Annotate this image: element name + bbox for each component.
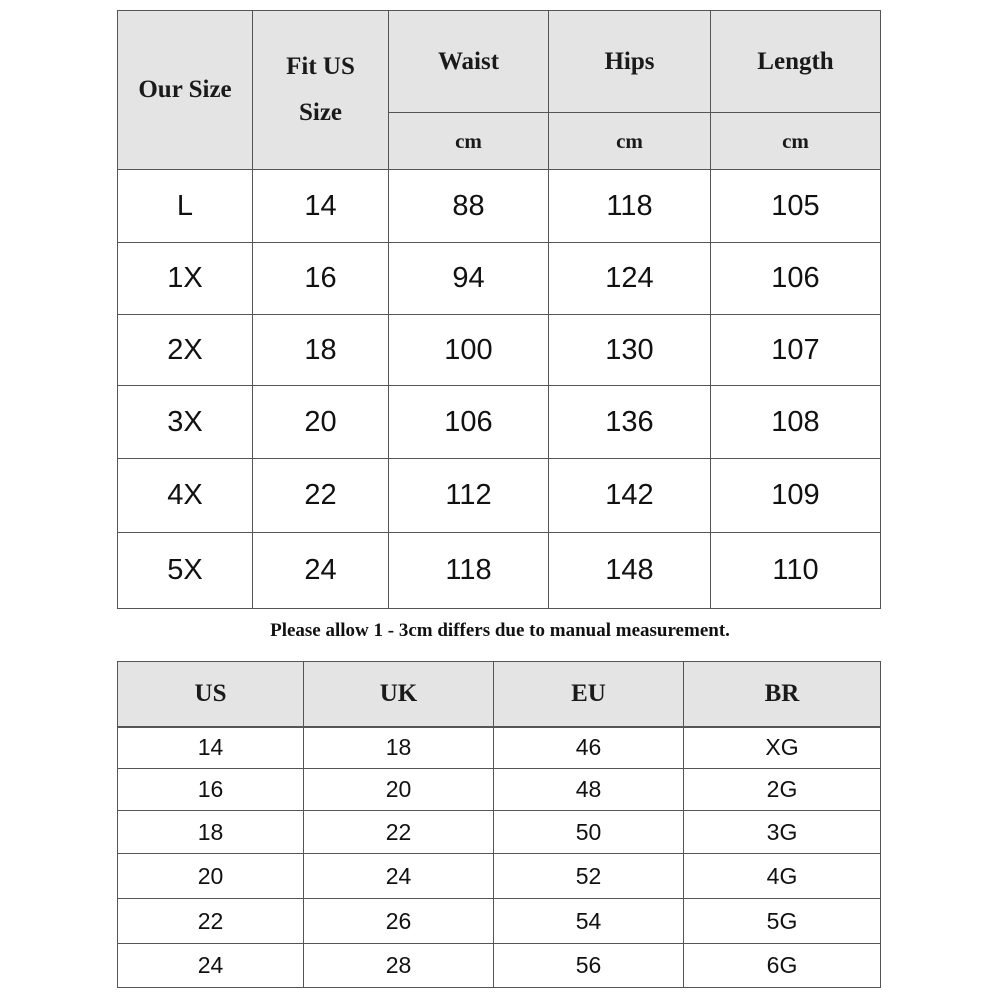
table-row: [118, 944, 881, 988]
cell-fit-us: 16: [253, 243, 389, 315]
cell-br: XG: [684, 727, 881, 769]
size-chart-table: [117, 10, 881, 609]
cell-waist: 112: [389, 459, 549, 533]
cell-our-size: 1X: [118, 243, 253, 315]
table-row: [118, 811, 881, 854]
cell-length: 108: [711, 386, 881, 459]
cell-hips: 118: [549, 170, 711, 243]
header-fit-us-line2: Size: [298, 99, 343, 126]
cell-hips: 124: [549, 243, 711, 315]
cell-eu: 54: [494, 899, 684, 944]
header-hips: Hips: [549, 11, 711, 113]
cell-hips: 130: [549, 315, 711, 386]
header-br: BR: [684, 662, 881, 727]
table-row: [118, 170, 881, 243]
size-conversion-table: [117, 661, 881, 988]
table-row: [118, 727, 881, 769]
cell-waist: 94: [389, 243, 549, 315]
cell-br: 4G: [684, 854, 881, 899]
measurement-note: Please allow 1 - 3cm differs due to manual measurement.: [270, 620, 730, 641]
cell-hips: 136: [549, 386, 711, 459]
cell-eu: 46: [494, 727, 684, 769]
cell-length: 109: [711, 459, 881, 533]
cell-fit-us: 14: [253, 170, 389, 243]
header-uk: UK: [304, 662, 494, 727]
cell-waist: 88: [389, 170, 549, 243]
cell-fit-us: 24: [253, 533, 389, 609]
cell-uk: 22: [304, 811, 494, 854]
cell-waist: 100: [389, 315, 549, 386]
cell-hips: 142: [549, 459, 711, 533]
cell-us: 14: [118, 727, 304, 769]
table-row: [118, 533, 881, 609]
header-waist: Waist: [389, 11, 549, 113]
cell-waist: 118: [389, 533, 549, 609]
cell-uk: 24: [304, 854, 494, 899]
header-fit-us-line1: Fit US: [286, 53, 355, 80]
table-row: [118, 854, 881, 899]
cell-our-size: 3X: [118, 386, 253, 459]
table-row: [118, 243, 881, 315]
header-fit-us-size: [253, 11, 389, 170]
cell-length: 106: [711, 243, 881, 315]
cell-fit-us: 18: [253, 315, 389, 386]
header-length: Length: [711, 11, 881, 113]
cell-us: 16: [118, 769, 304, 811]
cell-waist: 106: [389, 386, 549, 459]
cell-us: 20: [118, 854, 304, 899]
cell-uk: 18: [304, 727, 494, 769]
cell-eu: 48: [494, 769, 684, 811]
cell-br: 2G: [684, 769, 881, 811]
header-our-size: Our Size: [118, 11, 253, 170]
cell-uk: 28: [304, 944, 494, 988]
cell-us: 22: [118, 899, 304, 944]
table-row: [118, 386, 881, 459]
header-length-unit: cm: [711, 113, 881, 170]
cell-br: 3G: [684, 811, 881, 854]
cell-hips: 148: [549, 533, 711, 609]
cell-length: 105: [711, 170, 881, 243]
header-us: US: [118, 662, 304, 727]
header-waist-unit: cm: [389, 113, 549, 170]
cell-our-size: 5X: [118, 533, 253, 609]
cell-uk: 26: [304, 899, 494, 944]
cell-br: 6G: [684, 944, 881, 988]
table-row: [118, 899, 881, 944]
cell-our-size: 2X: [118, 315, 253, 386]
cell-us: 18: [118, 811, 304, 854]
header-eu: EU: [494, 662, 684, 727]
header-hips-unit: cm: [549, 113, 711, 170]
cell-our-size: 4X: [118, 459, 253, 533]
cell-fit-us: 22: [253, 459, 389, 533]
cell-our-size: L: [118, 170, 253, 243]
cell-uk: 20: [304, 769, 494, 811]
table-row: [118, 769, 881, 811]
cell-length: 107: [711, 315, 881, 386]
cell-br: 5G: [684, 899, 881, 944]
cell-us: 24: [118, 944, 304, 988]
table-row: [118, 459, 881, 533]
cell-eu: 50: [494, 811, 684, 854]
cell-eu: 56: [494, 944, 684, 988]
cell-length: 110: [711, 533, 881, 609]
table-row: [118, 315, 881, 386]
cell-fit-us: 20: [253, 386, 389, 459]
cell-eu: 52: [494, 854, 684, 899]
